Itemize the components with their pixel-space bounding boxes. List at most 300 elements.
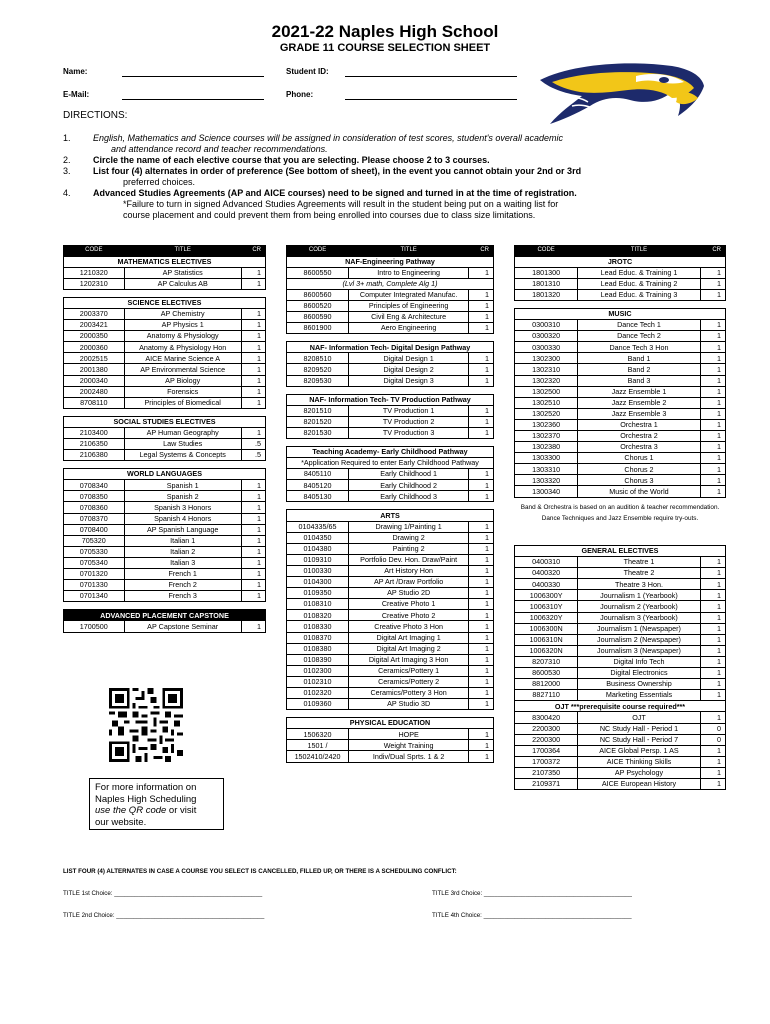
course-row xyxy=(515,486,726,497)
info-line: our website. xyxy=(95,816,147,828)
course-code: 1300340 xyxy=(515,486,578,497)
course-title[interactable]: Creative Photo 1 xyxy=(349,599,469,610)
course-row xyxy=(287,599,494,610)
course-credit: 1 xyxy=(469,565,494,576)
course-title[interactable]: Digital Art Imaging 3 Hon xyxy=(349,654,469,665)
course-title[interactable]: Dance Tech 1 xyxy=(578,320,700,331)
section-title: MATHEMATICS ELECTIVES xyxy=(64,256,266,267)
course-row xyxy=(287,751,494,762)
course-credit: 1 xyxy=(700,431,725,442)
course-row xyxy=(287,740,494,751)
course-title[interactable]: Legal Systems & Concepts xyxy=(124,450,241,461)
course-row xyxy=(64,386,266,397)
course-code: 2002515 xyxy=(64,353,125,364)
course-code: 0300310 xyxy=(515,320,578,331)
direction-number: 2. xyxy=(63,155,71,165)
course-row xyxy=(287,588,494,599)
course-title[interactable]: Spanish 4 Honors xyxy=(124,513,241,524)
alternates-heading: LIST FOUR (4) ALTERNATES IN CASE A COURSE YOU SELECT IS CANCELLED, FILLED UP, OR THERE IS A SCHEDULING CONFLICT: xyxy=(63,868,457,875)
course-title[interactable]: Law Studies xyxy=(124,439,241,450)
course-title[interactable]: Italian 1 xyxy=(124,535,241,546)
course-title[interactable]: AP Biology xyxy=(124,375,241,386)
course-title[interactable]: AP Art /Draw Portfolio xyxy=(349,577,469,588)
course-code: 1006300N xyxy=(515,623,578,634)
course-title[interactable]: Band 1 xyxy=(578,353,700,364)
spacer-cell xyxy=(64,408,266,416)
course-code: 0701330 xyxy=(64,580,125,591)
course-title[interactable]: Jazz Ensemble 2 xyxy=(578,397,700,408)
course-credit: 1 xyxy=(469,491,494,502)
alternate-3-field[interactable]: TITLE 3rd Choice: ___________________________________________ xyxy=(432,890,632,897)
course-row xyxy=(287,632,494,643)
course-credit: 1 xyxy=(241,320,265,331)
course-credit: 1 xyxy=(241,513,265,524)
note-text: (Lvl 3+ math, Complete Alg 1) xyxy=(287,278,494,289)
course-title[interactable]: Aero Engineering xyxy=(349,323,469,334)
course-title[interactable]: Drawing 1/Painting 1 xyxy=(349,521,469,532)
course-title[interactable]: Principles of Engineering xyxy=(349,300,469,311)
course-row xyxy=(287,532,494,543)
band-orchestra-note: Band & Orchestra is based on an audition & teacher recommendation. Dance Techniques and Jazz Ensemble require try-outs. xyxy=(520,504,720,522)
course-credit: 1 xyxy=(241,591,265,602)
page-subtitle: GRADE 11 COURSE SELECTION SHEET xyxy=(279,42,491,54)
section-title: NAF- Information Tech- Digital Design Pathway xyxy=(287,342,494,353)
course-credit: 1 xyxy=(241,331,265,342)
course-title[interactable]: Dance Tech 3 Hon xyxy=(578,342,700,353)
course-title[interactable]: Jazz Ensemble 1 xyxy=(578,386,700,397)
course-code: 8812000 xyxy=(515,679,578,690)
qr-code-icon[interactable] xyxy=(109,688,183,762)
course-title[interactable]: Digital Info Tech xyxy=(578,656,700,667)
course-credit: 1 xyxy=(469,729,494,740)
course-title[interactable]: AP Chemistry xyxy=(124,308,241,319)
course-row xyxy=(287,375,494,386)
section-title: NAF-Engineering Pathway xyxy=(287,256,494,267)
course-credit: 1 xyxy=(469,643,494,654)
course-title[interactable]: Creative Photo 2 xyxy=(349,610,469,621)
course-code: 0400320 xyxy=(515,568,578,579)
course-credit: 1 xyxy=(700,289,725,300)
course-row xyxy=(515,331,726,342)
course-title[interactable]: Italian 2 xyxy=(124,546,241,557)
course-title[interactable]: Portfolio Dev. Hon. Draw/Paint xyxy=(349,554,469,565)
course-title[interactable]: AP Studio 3D xyxy=(349,699,469,710)
course-title[interactable]: NC Study Hall - Period 7 xyxy=(578,734,700,745)
course-title[interactable]: AP Calculus AB xyxy=(124,278,241,289)
direction-text: and attendance record and teacher recommendations. xyxy=(111,144,328,154)
course-title[interactable]: AP Human Geography xyxy=(124,427,241,438)
course-title[interactable]: Chorus 2 xyxy=(578,464,700,475)
course-code: 1506320 xyxy=(287,729,349,740)
course-code: 0102320 xyxy=(287,687,349,698)
course-credit: .5 xyxy=(241,450,265,461)
course-title[interactable]: Anatomy & Physiology Hon xyxy=(124,342,241,353)
course-credit: .5 xyxy=(241,439,265,450)
course-title[interactable]: Drawing 2 xyxy=(349,532,469,543)
course-title[interactable]: AP Capstone Seminar xyxy=(124,621,241,632)
course-code: 2107350 xyxy=(515,767,578,778)
section-spacer xyxy=(64,408,266,416)
name-label: Name: xyxy=(63,67,88,76)
section-spacer xyxy=(287,386,494,394)
course-row xyxy=(515,453,726,464)
section-spacer xyxy=(64,289,266,297)
course-code: 2001380 xyxy=(64,364,125,375)
course-credit: 1 xyxy=(241,267,265,278)
section-heading xyxy=(287,718,494,729)
course-title[interactable]: AP Spanish Language xyxy=(124,524,241,535)
course-code: 1303310 xyxy=(515,464,578,475)
course-title[interactable]: TV Production 2 xyxy=(349,416,469,427)
course-title[interactable]: AICE Global Persp. 1 AS xyxy=(578,745,700,756)
course-credit: 1 xyxy=(469,654,494,665)
course-code: 1302510 xyxy=(515,397,578,408)
course-row xyxy=(515,278,726,289)
course-title[interactable]: Dance Tech 2 xyxy=(578,331,700,342)
section-title: Teaching Academy- Early Childhood Pathway xyxy=(287,447,494,458)
course-credit: 1 xyxy=(469,416,494,427)
header-cr: CR xyxy=(700,246,725,257)
section-title: ARTS xyxy=(287,510,494,521)
section-heading xyxy=(64,469,266,480)
course-title[interactable]: AP Physics 1 xyxy=(124,320,241,331)
course-title[interactable]: Lead Educ. & Training 2 xyxy=(578,278,700,289)
alternate-2-field[interactable]: TITLE 2nd Choice: ___________________________________________ xyxy=(63,912,265,919)
course-row xyxy=(515,397,726,408)
course-title[interactable]: Anatomy & Physiology xyxy=(124,331,241,342)
course-credit: 1 xyxy=(700,767,725,778)
phone-field[interactable] xyxy=(345,99,517,100)
course-title[interactable]: Italian 3 xyxy=(124,557,241,568)
course-title[interactable]: Journalism 1 (Yearbook) xyxy=(578,590,700,601)
course-credit: 1 xyxy=(700,645,725,656)
course-title[interactable]: AP Psychology xyxy=(578,767,700,778)
header-code: CODE xyxy=(64,246,125,257)
course-row xyxy=(287,665,494,676)
course-code: 1202310 xyxy=(64,278,125,289)
course-table-col1 xyxy=(63,245,266,633)
course-code: 1502410/2420 xyxy=(287,751,349,762)
course-code: 2103400 xyxy=(64,427,125,438)
direction-number: 3. xyxy=(63,166,71,176)
course-title[interactable]: AP Statistics xyxy=(124,267,241,278)
direction-text: *Failure to turn in signed Advanced Studies Agreements will result in the student being put on a waiting list for xyxy=(123,199,559,209)
spacer-cell xyxy=(64,461,266,469)
section-spacer xyxy=(64,461,266,469)
course-row xyxy=(515,375,726,386)
course-row xyxy=(287,676,494,687)
course-row xyxy=(287,300,494,311)
course-title[interactable]: HOPE xyxy=(349,729,469,740)
course-row xyxy=(64,580,266,591)
course-row xyxy=(64,450,266,461)
section-note xyxy=(287,458,494,469)
course-row xyxy=(64,353,266,364)
section-spacer xyxy=(287,502,494,510)
course-title[interactable]: AICE European History xyxy=(578,778,700,789)
course-row xyxy=(287,687,494,698)
course-credit: 0 xyxy=(700,723,725,734)
course-title[interactable]: Forensics xyxy=(124,386,241,397)
course-code: 0108310 xyxy=(287,599,349,610)
course-row xyxy=(515,289,726,300)
course-title[interactable]: Journalism 2 (Newspaper) xyxy=(578,634,700,645)
course-row xyxy=(287,654,494,665)
course-row xyxy=(515,442,726,453)
section-heading xyxy=(287,394,494,405)
course-title[interactable]: Journalism 1 (Newspaper) xyxy=(578,623,700,634)
header-cr: CR xyxy=(241,246,265,257)
course-title[interactable]: Band 2 xyxy=(578,364,700,375)
name-field[interactable] xyxy=(122,76,264,77)
course-credit: 1 xyxy=(241,580,265,591)
direction-number: 1. xyxy=(63,133,71,143)
info-box xyxy=(89,778,224,830)
course-code: 0104350 xyxy=(287,532,349,543)
course-title[interactable]: Ceramics/Pottery 1 xyxy=(349,665,469,676)
directions-list xyxy=(63,133,723,243)
course-credit: 1 xyxy=(469,469,494,480)
course-row xyxy=(287,621,494,632)
course-row xyxy=(515,364,726,375)
email-field[interactable] xyxy=(122,99,264,100)
table-header xyxy=(64,246,266,257)
course-title[interactable]: OJT xyxy=(578,712,700,723)
direction-text: Advanced Studies Agreements (AP and AICE courses) need to be signed and turned in at the time of registration. xyxy=(93,188,577,198)
course-title[interactable]: AICE Thinking Skills xyxy=(578,756,700,767)
section-heading xyxy=(64,416,266,427)
section-title: PHYSICAL EDUCATION xyxy=(287,718,494,729)
course-code: 2000350 xyxy=(64,331,125,342)
course-title[interactable]: Digital Electronics xyxy=(578,668,700,679)
course-title[interactable]: Theatre 2 xyxy=(578,568,700,579)
direction-number: 4. xyxy=(63,188,71,198)
course-code: 1302380 xyxy=(515,442,578,453)
course-credit: 1 xyxy=(469,312,494,323)
course-code: 0109310 xyxy=(287,554,349,565)
course-row xyxy=(287,323,494,334)
course-title[interactable]: Chorus 1 xyxy=(578,453,700,464)
course-row xyxy=(287,565,494,576)
course-credit: 1 xyxy=(241,427,265,438)
course-title[interactable]: Digital Design 2 xyxy=(349,364,469,375)
course-row xyxy=(287,643,494,654)
course-title[interactable]: AP Studio 2D xyxy=(349,588,469,599)
spacer-cell xyxy=(287,334,494,342)
course-title[interactable]: Theatre 3 Hon. xyxy=(578,579,700,590)
email-label: E-Mail: xyxy=(63,90,90,99)
course-row xyxy=(515,353,726,364)
course-row xyxy=(515,656,726,667)
course-credit: 1 xyxy=(241,278,265,289)
course-credit: 1 xyxy=(241,569,265,580)
course-code: 0400330 xyxy=(515,579,578,590)
course-row xyxy=(515,579,726,590)
course-title[interactable]: Spanish 2 xyxy=(124,491,241,502)
course-row xyxy=(287,729,494,740)
course-title[interactable]: Orchestra 1 xyxy=(578,419,700,430)
course-credit: 1 xyxy=(469,632,494,643)
course-title[interactable]: Band 3 xyxy=(578,375,700,386)
course-credit: 1 xyxy=(241,491,265,502)
course-code: 0102300 xyxy=(287,665,349,676)
course-title[interactable]: Art History Hon xyxy=(349,565,469,576)
header-code: CODE xyxy=(515,246,578,257)
course-title[interactable]: Digital Design 3 xyxy=(349,375,469,386)
course-code: 0705330 xyxy=(64,546,125,557)
section-heading xyxy=(64,297,266,308)
course-code: 0701320 xyxy=(64,569,125,580)
course-code: 1302500 xyxy=(515,386,578,397)
course-credit: 1 xyxy=(469,543,494,554)
course-title[interactable]: Orchestra 2 xyxy=(578,431,700,442)
course-title[interactable]: Business Ownership xyxy=(578,679,700,690)
direction-text: course placement and could prevent them from being enrolled into courses due to class size limitations. xyxy=(123,210,536,220)
course-title[interactable]: Early Childhood 2 xyxy=(349,480,469,491)
section-spacer xyxy=(287,710,494,718)
course-code: 705320 xyxy=(64,535,125,546)
course-credit: 1 xyxy=(700,278,725,289)
course-credit: 1 xyxy=(469,699,494,710)
alternate-4-field[interactable]: TITLE 4th Choice: ___________________________________________ xyxy=(432,912,632,919)
course-credit: 1 xyxy=(700,634,725,645)
course-credit: 1 xyxy=(700,320,725,331)
course-credit: 1 xyxy=(469,375,494,386)
course-credit: 1 xyxy=(469,751,494,762)
course-row xyxy=(64,569,266,580)
course-title[interactable]: Orchestra 3 xyxy=(578,442,700,453)
course-title[interactable]: AICE Marine Science A xyxy=(124,353,241,364)
course-row xyxy=(64,278,266,289)
course-title[interactable]: Early Childhood 1 xyxy=(349,469,469,480)
course-title[interactable]: Ceramics/Pottery 3 Hon xyxy=(349,687,469,698)
directions-heading: DIRECTIONS: xyxy=(63,110,128,121)
course-code: 1302310 xyxy=(515,364,578,375)
course-title[interactable]: Early Childhood 3 xyxy=(349,491,469,502)
section-title: ADVANCED PLACEMENT CAPSTONE xyxy=(64,610,266,621)
course-code: 8300420 xyxy=(515,712,578,723)
course-row xyxy=(64,364,266,375)
course-title[interactable]: Digital Art Imaging 2 xyxy=(349,643,469,654)
course-credit: 1 xyxy=(469,300,494,311)
course-credit: 1 xyxy=(700,386,725,397)
header-code: CODE xyxy=(287,246,349,257)
course-title[interactable]: Principles of Biomedical xyxy=(124,397,241,408)
course-code: 1303320 xyxy=(515,475,578,486)
course-code: 2000340 xyxy=(64,375,125,386)
course-row xyxy=(64,524,266,535)
course-title[interactable]: Spanish 3 Honors xyxy=(124,502,241,513)
course-title[interactable]: French 1 xyxy=(124,569,241,580)
course-credit: 1 xyxy=(469,532,494,543)
course-code: 0108380 xyxy=(287,643,349,654)
course-row xyxy=(515,723,726,734)
course-row xyxy=(287,416,494,427)
course-title[interactable]: Theatre 1 xyxy=(578,557,700,568)
course-title[interactable]: Lead Educ. & Training 3 xyxy=(578,289,700,300)
course-table-col2 xyxy=(286,245,494,763)
course-title[interactable]: Creative Photo 3 Hon xyxy=(349,621,469,632)
course-table-general-electives xyxy=(514,545,726,790)
course-title[interactable]: TV Production 3 xyxy=(349,427,469,438)
course-title[interactable]: Lead Educ. & Training 1 xyxy=(578,267,700,278)
course-code: 1006310N xyxy=(515,634,578,645)
course-row xyxy=(64,267,266,278)
course-title[interactable]: Computer Integrated Manufac. xyxy=(349,289,469,300)
course-title[interactable]: Digital Art Imaging 1 xyxy=(349,632,469,643)
header-title: TITLE xyxy=(349,246,469,257)
course-row xyxy=(515,408,726,419)
course-row xyxy=(515,679,726,690)
course-code: 8201530 xyxy=(287,427,349,438)
course-title[interactable]: NC Study Hall - Period 1 xyxy=(578,723,700,734)
course-title[interactable]: Digital Design 1 xyxy=(349,353,469,364)
course-credit: 1 xyxy=(700,475,725,486)
course-title[interactable]: Painting 2 xyxy=(349,543,469,554)
eagle-logo-icon xyxy=(532,58,708,128)
course-title[interactable]: TV Production 1 xyxy=(349,405,469,416)
course-code: 0701340 xyxy=(64,591,125,602)
course-title[interactable]: Chorus 3 xyxy=(578,475,700,486)
alternate-1-field[interactable]: TITLE 1st Choice: ___________________________________________ xyxy=(63,890,263,897)
course-row xyxy=(515,712,726,723)
course-code: 2003421 xyxy=(64,320,125,331)
course-title[interactable]: Jazz Ensemble 3 xyxy=(578,408,700,419)
section-heading xyxy=(515,701,726,712)
course-title[interactable]: AP Environmental Science xyxy=(124,364,241,375)
course-credit: 1 xyxy=(700,690,725,701)
course-title[interactable]: Ceramics/Pottery 2 xyxy=(349,676,469,687)
course-row xyxy=(515,612,726,623)
course-row xyxy=(64,621,266,632)
course-title[interactable]: Journalism 3 (Newspaper) xyxy=(578,645,700,656)
course-row xyxy=(515,568,726,579)
course-title[interactable]: Indiv/Dual Sprts. 1 & 2 xyxy=(349,751,469,762)
course-title[interactable]: French 2 xyxy=(124,580,241,591)
course-row xyxy=(515,386,726,397)
spacer-cell xyxy=(287,502,494,510)
course-title[interactable]: Weight Training xyxy=(349,740,469,751)
course-credit: 1 xyxy=(700,756,725,767)
spacer-cell xyxy=(287,386,494,394)
student-id-field[interactable] xyxy=(345,76,517,77)
table-header xyxy=(287,246,494,257)
course-row xyxy=(287,521,494,532)
course-code: 8827110 xyxy=(515,690,578,701)
course-code: 1302370 xyxy=(515,431,578,442)
course-row xyxy=(64,439,266,450)
course-title[interactable]: Spanish 1 xyxy=(124,480,241,491)
course-title[interactable]: Civil Eng & Architecture xyxy=(349,312,469,323)
course-code: 2109371 xyxy=(515,778,578,789)
course-title[interactable]: Music of the World xyxy=(578,486,700,497)
course-title[interactable]: Journalism 2 (Yearbook) xyxy=(578,601,700,612)
section-heading xyxy=(287,510,494,521)
course-title[interactable]: Intro to Engineering xyxy=(349,267,469,278)
course-title[interactable]: Marketing Essentials xyxy=(578,690,700,701)
course-credit: 1 xyxy=(700,668,725,679)
course-code: 8405120 xyxy=(287,480,349,491)
course-credit: 1 xyxy=(700,267,725,278)
course-row xyxy=(287,610,494,621)
info-line: Naples High Scheduling xyxy=(95,793,197,805)
course-title[interactable]: French 3 xyxy=(124,591,241,602)
course-row xyxy=(515,668,726,679)
course-row xyxy=(287,427,494,438)
course-title[interactable]: Journalism 3 (Yearbook) xyxy=(578,612,700,623)
course-row xyxy=(64,546,266,557)
course-row xyxy=(64,591,266,602)
